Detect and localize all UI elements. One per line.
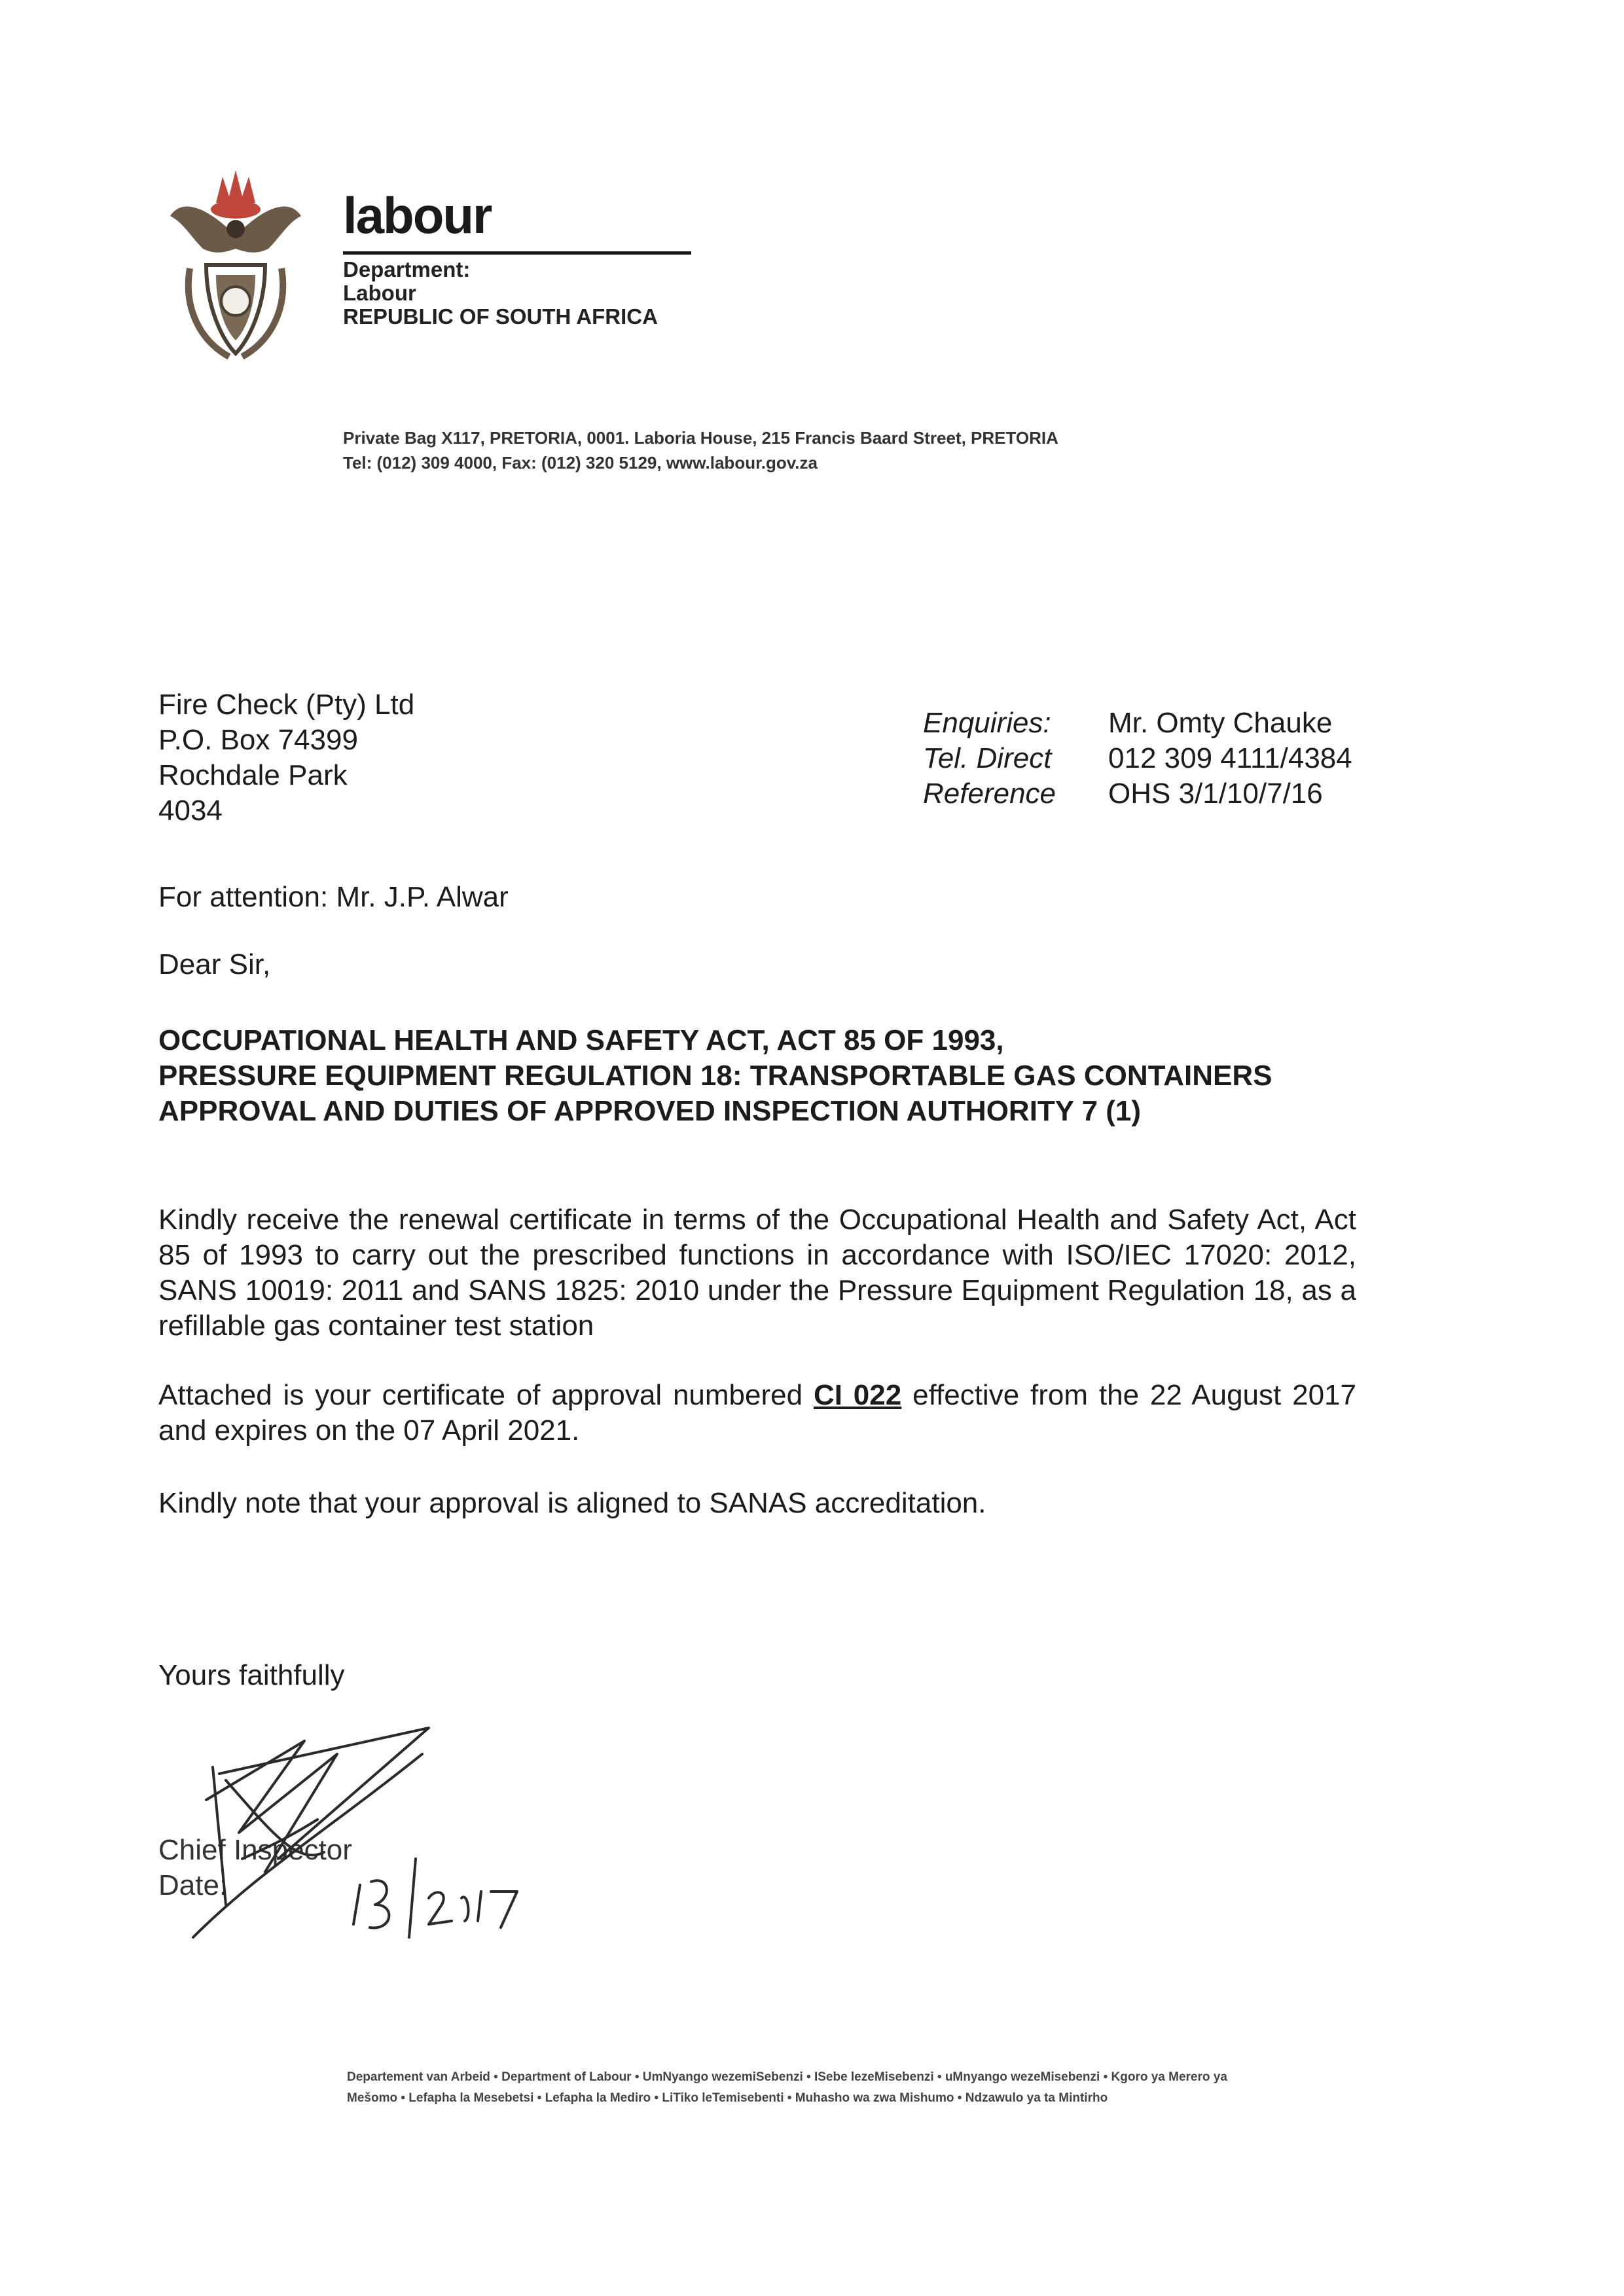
tel-direct-label: Tel. Direct: [923, 742, 1052, 774]
reference-row: [923, 776, 1352, 812]
handwritten-signature: [128, 1702, 533, 1977]
recipient-line: Rochdale Park: [158, 759, 348, 791]
enquiries-row: [923, 706, 1352, 741]
certificate-number: CI 022: [813, 1379, 902, 1411]
enquiries-label: Enquiries:: [923, 707, 1051, 739]
footer-line: Departement van Arbeid • Department of Labour • UmNyango wezemiSebenzi • ISebe lezeMisebenzi • uMnyango wezeMisebenzi • Kgoro ya Merero ya: [347, 2070, 1227, 2084]
department-name: labour: [343, 187, 492, 244]
subject-line: PRESSURE EQUIPMENT REGULATION 18: TRANSPORTABLE GAS CONTAINERS: [158, 1060, 1272, 1092]
contact-line: Tel: (012) 309 4000, Fax: (012) 320 5129, www.labour.gov.za: [343, 453, 818, 473]
recipient-address: [158, 687, 414, 829]
department-line: Department:: [343, 257, 471, 281]
subject-line: APPROVAL AND DUTIES OF APPROVED INSPECTION AUTHORITY 7 (1): [158, 1095, 1142, 1127]
reference-value: OHS 3/1/10/7/16: [1108, 778, 1323, 810]
footer-department-names: [347, 2067, 1227, 2109]
address-line: Private Bag X117, PRETORIA, 0001. Laboria House, 215 Francis Baard Street, PRETORIA: [343, 428, 1058, 448]
subject-line: OCCUPATIONAL HEALTH AND SAFETY ACT, ACT 85 OF 1993,: [158, 1024, 1004, 1056]
date-label: Date:: [158, 1869, 228, 1901]
recipient-line: 4034: [158, 795, 223, 827]
department-lines: [343, 258, 658, 329]
department-line: REPUBLIC OF SOUTH AFRICA: [343, 304, 658, 329]
signatory-title: Chief Inspector: [158, 1834, 352, 1866]
certificate-text-before: Attached is your certificate of approval numbered: [158, 1379, 814, 1411]
recipient-line: P.O. Box 74399: [158, 724, 358, 756]
reference-label: Reference: [923, 778, 1056, 810]
footer-line: Mešomo • Lefapha la Mesebetsi • Lefapha la Mediro • LiTiko leTemisebenti • Muhasho wa zwa Mishumo • Ndzawulo ya ta Mintirho: [347, 2091, 1108, 2105]
department-line: Labour: [343, 281, 416, 305]
department-address: [343, 425, 1058, 475]
enquiries-block: [923, 706, 1352, 812]
body-paragraph-certificate: [158, 1378, 1356, 1448]
tel-direct-row: [923, 741, 1352, 776]
coat-of-arms-icon: [164, 157, 308, 367]
tel-direct-value: 012 309 4111/4384: [1108, 742, 1352, 774]
recipient-line: Fire Check (Pty) Ltd: [158, 689, 415, 721]
body-paragraph-sanas: Kindly note that your approval is aligned to SANAS accreditation.: [158, 1487, 986, 1519]
subject-heading: [158, 1023, 1494, 1129]
body-paragraph-renewal: Kindly receive the renewal certificate in terms of the Occupational Health and Safety Act, Act 85 of 1993 to carry out the prescribed functions in accordance with ISO/IEC 17020: 2012, SANS 10019: 2011 and SANS 1825: 2010 under the Pressure Equipment Regulation 18, as a refillable gas container test station: [158, 1204, 1356, 1342]
attention-line: For attention: Mr. J.P. Alwar: [158, 881, 509, 913]
salutation: Dear Sir,: [158, 948, 271, 980]
enquiries-value: Mr. Omty Chauke: [1108, 707, 1333, 739]
letterhead-divider: [343, 251, 691, 255]
closing: Yours faithfully: [158, 1659, 345, 1691]
certificate-text-after: effective from the 22 August 2017 and expires on the 07 April 2021.: [158, 1379, 1356, 1446]
